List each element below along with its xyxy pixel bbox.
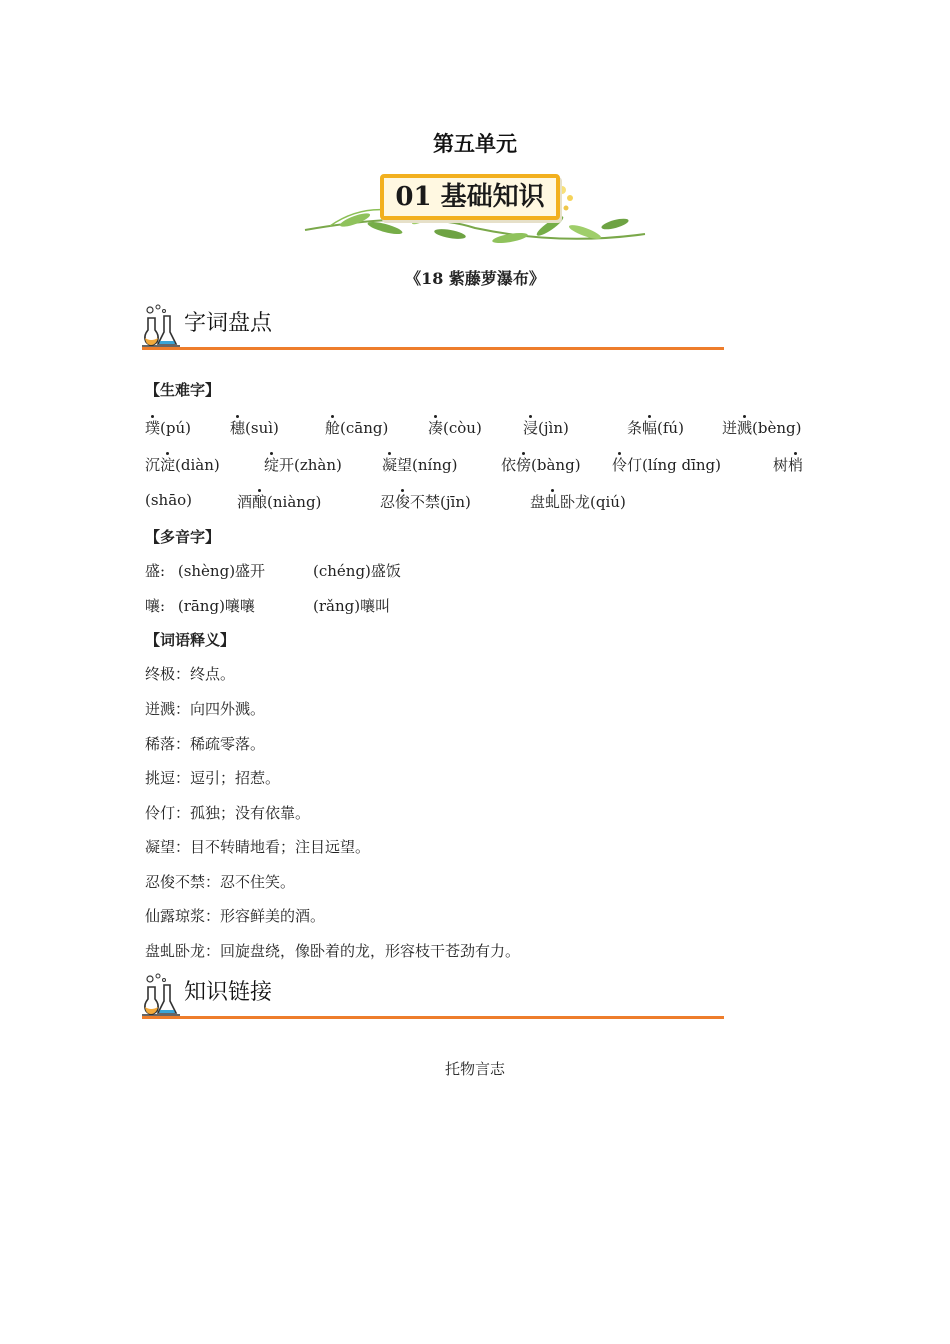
dotted-char: 俊: [395, 493, 411, 511]
dotted-char: 虬: [545, 493, 561, 511]
char-text: (cāng): [340, 419, 389, 437]
char-text: (còu): [443, 419, 482, 437]
polyphone-row: [145, 560, 401, 581]
dotted-char: 舱: [325, 419, 341, 437]
new-char-item: [380, 491, 471, 512]
char-text: (jìn): [538, 419, 569, 437]
char-text: (fú): [657, 419, 684, 437]
new-char-item: [523, 417, 569, 438]
char-text: 条: [627, 419, 643, 437]
polyphone-reading: (rǎng)嚷叫: [313, 597, 391, 615]
new-char-item: [325, 417, 388, 438]
char-text: (niàng): [267, 493, 322, 511]
polyphone-char: 嚷:: [145, 597, 166, 615]
char-text: 沉: [145, 456, 161, 474]
new-char-item: [530, 491, 626, 512]
flask-icon: [142, 973, 182, 1017]
dotted-char: 浸: [523, 419, 539, 437]
definitions-heading: 【词语释义】: [145, 631, 236, 649]
char-text: 迸: [722, 419, 738, 437]
polyphone-row: [145, 595, 391, 616]
polyphones-heading: 【多音字】: [145, 528, 221, 546]
banner-title: 01 基础知识: [380, 174, 560, 220]
dotted-char: 淀: [160, 456, 176, 474]
char-text: (pú): [160, 419, 191, 437]
new-char-item: [773, 454, 803, 475]
section-header-vocab: [142, 304, 724, 350]
dotted-char: 傍: [516, 456, 532, 474]
new-char-item: [722, 417, 801, 438]
new-char-item: [145, 454, 220, 475]
char-text: (bèng): [752, 419, 802, 437]
section-divider: [142, 1016, 724, 1019]
char-text: (shāo): [145, 491, 193, 509]
new-char-item: [264, 454, 342, 475]
new-char-item: [145, 491, 192, 509]
new-char-item: [382, 454, 457, 475]
definition-item: 终极：终点。: [145, 665, 236, 683]
flask-icon: [142, 304, 182, 348]
char-text: 依: [501, 456, 517, 474]
new-char-item: [145, 417, 191, 438]
char-text: 仃(líng dīng): [627, 456, 722, 474]
char-text: (suì): [245, 419, 279, 437]
polyphone-char: 盛:: [145, 562, 166, 580]
section-divider: [142, 347, 724, 350]
char-text: 酒: [237, 493, 253, 511]
section-title-vocab: 字词盘点: [184, 311, 273, 336]
new-char-item: [428, 417, 482, 438]
definition-item: 迸溅：向四外溅。: [145, 700, 266, 718]
definition-item: 稀落：稀疏零落。: [145, 735, 266, 753]
dotted-char: 伶: [612, 456, 628, 474]
dotted-char: 幅: [642, 419, 658, 437]
new-char-item: [230, 417, 279, 438]
section-title-knowledge: 知识链接: [184, 980, 273, 1005]
dotted-char: 绽: [264, 456, 280, 474]
definition-item: 盘虬卧龙：回旋盘绕，像卧着的龙，形容枝干苍劲有力。: [145, 942, 521, 960]
char-text: (bàng): [531, 456, 581, 474]
definition-item: 仙露琼浆：形容鲜美的酒。: [145, 907, 326, 925]
new-char-item: [627, 417, 684, 438]
dotted-char: 溅: [737, 419, 753, 437]
definition-item: 挑逗：逗引；招惹。: [145, 769, 281, 787]
definition-item: 伶仃：孤独；没有依靠。: [145, 804, 311, 822]
banner: [300, 168, 650, 252]
char-text: (diàn): [175, 456, 220, 474]
dotted-char: 梢: [788, 456, 804, 474]
polyphone-reading: (chéng)盛饭: [313, 562, 401, 580]
dotted-char: 凑: [428, 419, 444, 437]
definition-item: 忍俊不禁：忍不住笑。: [145, 873, 296, 891]
new-chars-heading: 【生难字】: [145, 381, 221, 399]
char-text: 不禁(jīn): [410, 493, 471, 511]
char-text: 树: [773, 456, 789, 474]
char-text: 卧龙(qiú): [560, 493, 626, 511]
char-text: 盘: [530, 493, 546, 511]
char-text: 忍: [380, 493, 396, 511]
dotted-char: 璞: [145, 419, 161, 437]
polyphone-reading: (rāng)嚷嚷: [177, 597, 255, 615]
lesson-title: 《18 紫藤萝瀑布》: [405, 269, 545, 288]
dotted-char: 穗: [230, 419, 246, 437]
section-header-knowledge: [142, 973, 724, 1019]
new-char-item: [501, 454, 581, 475]
knowledge-text: 托物言志: [444, 1060, 505, 1078]
new-char-item: [237, 491, 321, 512]
definition-item: 凝望：目不转睛地看；注目远望。: [145, 838, 371, 856]
char-text: 开(zhàn): [279, 456, 342, 474]
dotted-char: 凝: [382, 456, 398, 474]
unit-title: 第五单元: [433, 131, 517, 156]
dotted-char: 酿: [252, 493, 268, 511]
new-char-item: [612, 454, 721, 475]
polyphone-reading: (shèng)盛开: [177, 562, 266, 580]
char-text: 望(níng): [397, 456, 458, 474]
